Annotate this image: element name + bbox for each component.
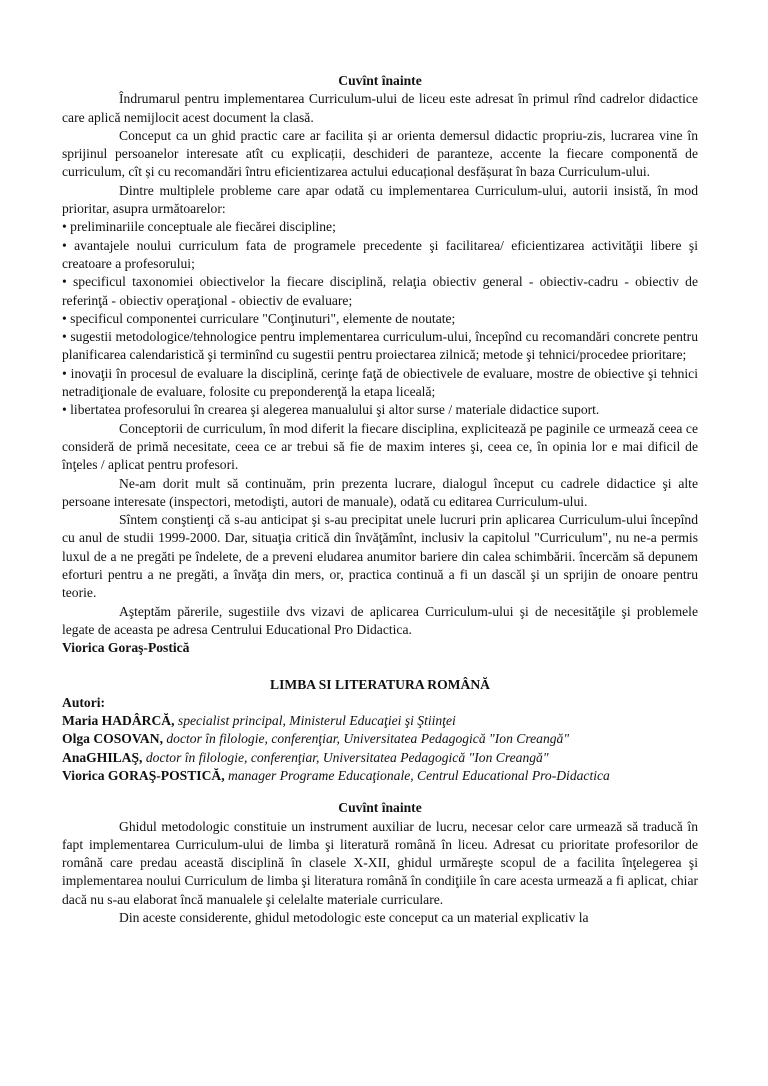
author-name: AnaGHILAŞ, bbox=[62, 749, 143, 765]
section-title-subject: LIMBA SI LITERATURA ROMÂNĂ bbox=[270, 676, 490, 692]
author-role: doctor în filologie, conferenţiar, Universitatea Pedagogică "Ion Creangă" bbox=[162, 731, 570, 747]
paragraph: Ne-am dorit mult să continuăm, prin prezenta lucrare, dialogul început cu cadrele didactice şi alte persoane interesate (inspectori, metodişti, autori de manuale), odată cu editarea Curriculum-ului. bbox=[62, 475, 698, 509]
paragraph: Conceput ca un ghid practic care ar facilita și ar orienta demersul didactic propriu-zis, lucrarea vine în sprijinul persoanelor interesate atît cu explicații, deschideri de paranteze, accente la fiecare componentă de curriculum, cît și cu recomandări întru eficientizarea actului educațional desfășurat în baza Curriculum-ului. bbox=[62, 127, 698, 180]
section-title-intro: Cuvînt înainte bbox=[338, 73, 422, 88]
bullet-item: • preliminariile conceptuale ale fiecărei discipline; bbox=[62, 219, 336, 235]
paragraph: Îndrumarul pentru implementarea Curriculum-ului de liceu este adresat în primul rînd cadrelor didactice care aplică nemijlocit acest document la clasă. bbox=[62, 91, 698, 125]
paragraph: Ghidul metodologic constituie un instrument auxiliar de lucru, necesar celor care urmează să traducă în fapt implementarea Curriculum-ului de limba şi literatură română în liceu. Adresat cu prioritate profesorilor de română care predau această disciplină în clasele X-XII, ghidul urmăreşte scopul de a facilita înţelegerea şi implementarea noului Curriculum de limba şi literatura română în condiţiile în care acesta urmează a fi aplicat, chiar dacă nu s-au elaborat încă manualele şi celelalte materiale curriculare. bbox=[62, 818, 698, 907]
author-entry bbox=[62, 712, 698, 730]
author-role: doctor în filologie, conferenţiar, Universitatea Pedagogică "Ion Creangă" bbox=[142, 749, 549, 765]
author-name: Olga COSOVAN, bbox=[62, 731, 163, 747]
authors-label: Autori: bbox=[62, 694, 106, 710]
section-title-intro-2: Cuvînt înainte bbox=[338, 800, 422, 816]
paragraph: Dintre multiplele probleme care apar odată cu implementarea Curriculum-ului, autorii insistă, în mod prioritar, asupra următoarelor: bbox=[62, 182, 698, 217]
author-entry bbox=[62, 749, 698, 767]
bullet-item: • libertatea profesorului în crearea şi alegerea manualului şi altor surse / materiale didactice suport. bbox=[62, 402, 600, 418]
bullet-item: • sugestii metodologice/tehnologice pentru implementarea curriculum-ului, începînd cu recomandări concrete pentru planificarea calendaristică şi terminînd cu sugestii pentru proiectarea zilnică; metode şi tehnici/procedee prioritare; bbox=[62, 329, 698, 363]
signature: Viorica Goraş-Postică bbox=[62, 640, 190, 656]
author-entry bbox=[62, 730, 698, 748]
bullet-item: • avantajele noului curriculum fata de programele precedente şi facilitarea/ eficientizarea activităţii libere şi creatoare a profesorului; bbox=[62, 237, 698, 271]
author-name: Maria HADÂRCĂ, bbox=[62, 713, 175, 729]
paragraph: Conceptorii de curriculum, în mod diferit la fiecare disciplina, explicitează pe paginile ce urmează ceea ce consideră de primă necesitate, ceea ce ar trebui să fie de maxim interes şi, ceea ce, în opinia lor e mai dificil de înţeles / aplicat pentru profesori. bbox=[62, 420, 698, 473]
author-role: specialist principal, Ministerul Educaţiei şi Ştiinţei bbox=[174, 713, 456, 729]
bullet-item: • inovaţii în procesul de evaluare la disciplină, cerinţe faţă de obiectivele de evaluare, mostre de obiective şi tehnici netradiţionale de evaluare, folosite cu preponderenţă la etapa liceală; bbox=[62, 365, 698, 400]
author-entry bbox=[62, 767, 698, 785]
author-role: manager Programe Educaţionale, Centrul Educational Pro-Didactica bbox=[224, 767, 610, 783]
bullet-item: • specificul taxonomiei obiectivelor la fiecare disciplină, relaţia obiectiv general - obiectiv-cadru - obiectiv de referinţă - obiectiv operaţional - obiectiv de evaluare; bbox=[62, 274, 698, 308]
paragraph: Aşteptăm părerile, sugestiile dvs vizavi de aplicarea Curriculum-ului şi de necesităţile şi problemele legate de aceasta pe adresa Centrului Educational Pro Didactica. bbox=[62, 603, 698, 637]
paragraph: Sîntem conştienţi că s-au anticipat şi s-au precipitat unele lucruri prin aplicarea Curriculum-ului începînd cu anul de studii 1999-2000. Dar, situaţia critică din învăţămînt, inclusiv la capitolul "Curriculum", nu ne-a permis luxul de a ne pregăti pe îndelete, de a preveni eludarea anumitor bariere din calea schimbării. încercăm să depunem eforturi pentru a ne pregăti, a învăţa din mers, or, practica continuă a fi un dascăl şi un sprijin de onoare pentru teorie. bbox=[62, 512, 698, 601]
paragraph: Din aceste considerente, ghidul metodologic este conceput ca un material explicativ la bbox=[119, 910, 589, 926]
bullet-item: • specificul componentei curriculare "Conţinuturi", elemente de noutate; bbox=[62, 310, 456, 326]
author-name: Viorica GORAŞ-POSTICĂ, bbox=[62, 767, 225, 783]
